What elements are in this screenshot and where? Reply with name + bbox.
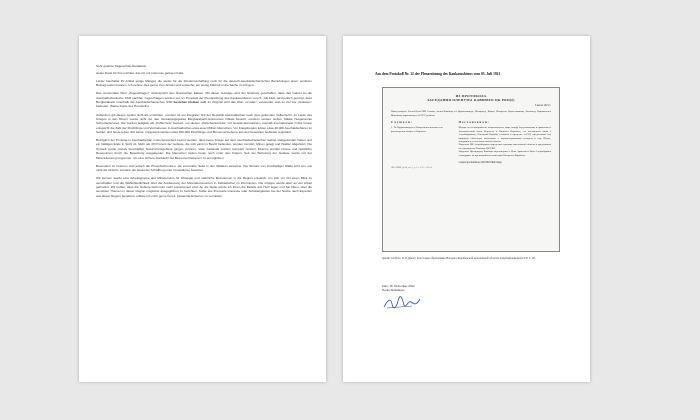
bold-phrase: bestehen bleiben soll: [173, 99, 206, 104]
scan-decision-3: Поручить Президиуму Кавбюро переговорить с Цека Армении и Цека Азербайджана о кандидате на чрезвычайного комиссара Нагорного Карабаха.: [458, 150, 551, 157]
paragraph-2: Das verwendete Wort „Zugeschlagen“ widerspricht den historischen Fakten. Mit dieser Aussage wird der Eindruck geschaffen, dass das Gebiet an die Aserbaidschanische SSR nachher zugeschlagen worden sei. Im Protokoll der Plenarsitzung des Kaukasusbüros vom 5. Juli 1921 wird jedoch gezeigt, dass Bergkarabach innerhalb der Aserbaidschanischen SSR bestehen bleiben soll. Im Original wird das Wort „оставит“ verwendet, was so viel wie „belassen“ bedeutet. (Siehe Kopie des Protokolls): [96, 91, 312, 109]
protocol-heading: Aus dem Protokoll Nr. 12 der Plenarsitzung des Kaukasusbüros vom 05. Juli 1921: [375, 72, 501, 76]
scan-decision-1: Исходя из необходимости национального мира между мусульманами и армянами и экономической связи Верхнего и Нижнего Карабаха, его постоянной связи с Азербайджаном, Нагорный Карабах оставить в пределах АзССР, предоставив ему широкую областную автономию с административным центром в гор. Шуше, входящем в состав автономной области.: [458, 126, 551, 144]
author-name: Nuran Abdullayev: [382, 287, 405, 292]
paragraph-3: Außerdem gilt dieses Gebiet nicht als umstritten, sondern ist ein integraler Teil der Republik Aserbaidschan nach dem geltenden Völkerrecht. Im Laufe des Krieges in den 90-ern wurde nicht nur das Verwaltungsgebiet Bergkarabach-Autonomes Oblast besetzt, sondern weitere sieben Städte (Sogenannte Sicherheitszone). Sie wurden lediglich als „Pufferzone“ benutzt, um diesen „Zwischenkorridor“ mit Gewalt abzusichern. Gemäß Internationaler Crisis Group entspricht die Zahl der Flüchtlinge und Vertriebenen in Aserbaidschan etwa einer Million Menschen. Vor Kriegsbeginn lebten etwa 40.000 Aserbaidschaner im Gebiet, und heute leben dort keine. Insgesamt wurden etwa 300.000 Flüchtlinge und Binnenvertriebene aus den besetzten Gebieten registriert.: [96, 112, 312, 134]
paragraph-6: Wir kurzem wurde eine Arbeitsgruppe des Ministeriums für Ökologie und natürliche Ressourcen in die Region entsandt, um sich vor Ort einen Blick zu verschaffen und die Wahlöffentlichkeit über die Ausbeutung der Mineralressourcen in Kelbadschar zu informieren. Die Gruppe wurde aber an der Arbeit gehindert. Wir hoffen, dass die Gebiete bald nicht mehr kontaminiert sind. An die Stelle würde ich Ihnen die Details ans Herz legen und Sie bitten, über die sensiblen Themen in dieser Region möglichst ausgeglichen zu berichten. Sollte aus Ihrerseits Interesse oder Schwierigkeiten bei der Suche nach Experten aus dieser Region bestehen, erkläre ich mich gerne bereit, passende Experten zu vermitteln.: [96, 176, 312, 198]
handwritten-signature-icon: [382, 295, 422, 311]
protocol-page: [343, 36, 590, 382]
salutation: Sehr geehrte Tagesschau-Redaktion,: [96, 64, 148, 68]
paragraph-4: Bezüglich der Proteste in Aserbaidschan muss besonders betont werden, dass keine Kriege auf dem aserbaidschanischen Gebiet stattgefunden haben und ein baldiges Ende in Sicht ist. Mehr als 30 Prozent der Gebiete, die sich einst im Besitz befanden, wurden zerstört, Minen gelegt und Wälder abgeholzt. Die Umwelt wurde massiv beschädigt, Naturschutzgebiete gingen verloren. Viele Gebäude wurden komplett zerstört. Ebenso wurden Flüsse und natürliche Ressourcen durch die Besatzung ausgebeutet. Die Menschen leiden heute noch unter den Folgen. Seit der Befreiung der Gebiete wurde mit der Minenräumung begonnen, um eine sichere Rückkehr der Binnenvertriebenen zu ermöglichen.: [96, 138, 312, 160]
scan-heard-label: Слушали:: [391, 120, 413, 125]
scan-heard-column: [391, 121, 453, 164]
scan-decision-2: Поручить ЦК Азербайджана определить границы автономной области и представить на утверждение Кавбюро ЦК РКП.: [458, 143, 551, 150]
scan-archive-ref: ЦПА ИМЛ, ф. 64, оп. 2, д. 1, л. 122—123 об.: [391, 167, 433, 170]
protocol-scan-image: [382, 87, 560, 252]
source-caption: Quelle: Guliyev, D. P. (Red.): К истории образования Нагорно-Карабахской автономной области Азербайджанской ССР, S. 92.: [382, 255, 536, 260]
letter-page: [79, 36, 326, 382]
scan-decided-label: Постановили:: [458, 120, 490, 125]
scan-title-2: ЗАСЕДАНИЯ ПЛЕНУМА КАВБЮРО ЦК РКП(б): [427, 98, 515, 102]
scan-present: Присутствуют: Члены Цека РКП Сталин, члены Кавбюро т.т. Орджоникидзе, Махарадзе, Киров, Назаретян, Орахелашвили, Фигатнер, Нариманов и Мясников, наркоминдел АССР Гусейнов.: [391, 110, 551, 117]
paragraph-5: Besonders zu betonen sind jedoch die Phosphorbomben, die ermordete Seite in den Wäldern einsetzte. Der Einsatz von Uranhaltiger Waffe wird von uns nicht als Absicht, sondern als bewusste Schaffung einer Umweltkrise bewertet.: [96, 163, 312, 173]
scan-signatory: Секретарь Кавбюро ЦК РКП Фигатнер: [458, 161, 502, 165]
closing-block: [382, 285, 576, 293]
paragraph-1: Leider beinhaltet Ihr Artikel einige Mängel, die weder für die Friedensschaffung noch für die deutsch-aserbaidschanischen Beziehungen einen positiven Beitrag leisten können. Ich nehme dies gerne zum Anlass und versuche, ein wenig Klarheit in die Sache zu bringen.: [96, 78, 312, 88]
scan-columns: [391, 121, 551, 164]
place-date: Köln, 15. Dezember 2022: [382, 283, 415, 288]
scan-decided-column: [459, 121, 551, 164]
intro-paragraph: vielen Dank für Ihren Artikel, das ich mit Interesse gelesen habe.: [96, 71, 185, 76]
scan-title-1: ИЗ ПРОТОКОЛА: [455, 93, 487, 98]
scan-date: 5 июля 1921 г.: [534, 104, 551, 108]
scan-heard-text: 1. Тт. Орджоникидзе и Назаретяном вносится на рассмотрение вопрос о Карабахе.: [391, 126, 443, 133]
